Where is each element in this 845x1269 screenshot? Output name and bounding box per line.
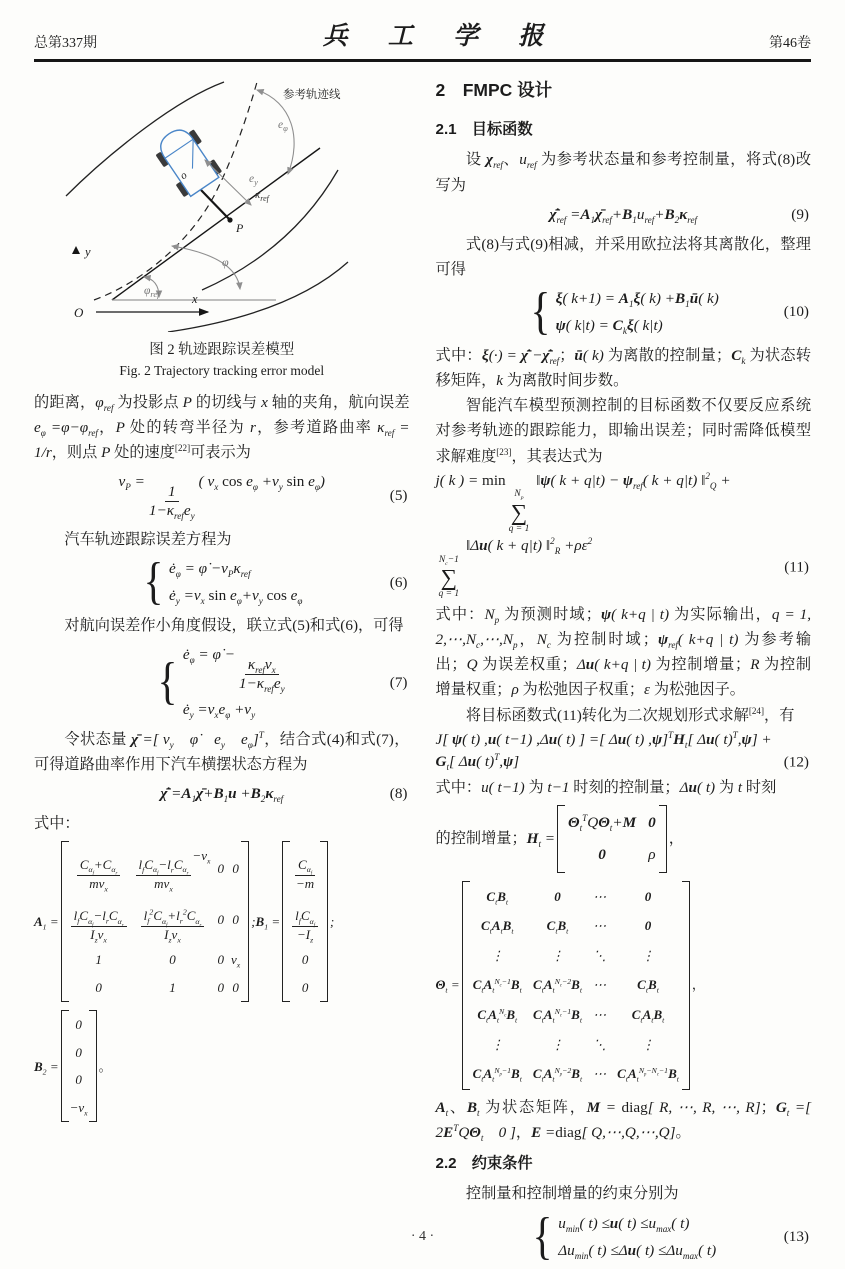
matrix-cell: ⋮ — [551, 947, 564, 963]
matrix-cell: $C_tB_t$ — [486, 888, 509, 907]
e-phi-arc-arrow — [257, 90, 294, 174]
equation-body: $N_c-1$ ∑ q = 1 ‖Δu( k + q|t) ‖$^2_R$ $+\rho\varepsilon^2$ — [438, 536, 593, 600]
equation-9 — [436, 205, 812, 225]
paragraph: 式中：$N_p$ 为预测时域；ψ( k+q | t) 为实际输出，q = 1, $2,\cdots,N_c,\cdots,N_p$，$N_c$ 为控制时域；$\psi_{ref}$( k+q | t) 为参考输出；Q 为误差权重；Δu( k+q | t) 为控制增量；R 为控制增量权重；ρ 为松弛因子权重；ε 为松弛因子。 — [435, 605, 812, 699]
matrix-cell: $C_tB_t$ — [637, 977, 659, 995]
phi-label: φ — [221, 255, 229, 269]
origin-label: O — [73, 305, 84, 320]
equation-number: (13) — [783, 1228, 809, 1246]
equation-number: (12) — [783, 753, 809, 771]
y-axis-arrowhead — [72, 246, 80, 254]
matrix-cell: 0 — [75, 1017, 82, 1033]
matrix-cell: 0 — [648, 814, 656, 832]
svg-text:eφ — [278, 119, 288, 133]
svg-text:φref — [144, 285, 161, 299]
matrix-separator: ; — [330, 914, 335, 930]
matrix-cell: ρ — [648, 846, 656, 864]
matrix-cell: 1 — [95, 952, 102, 968]
matrix-Ht — [557, 805, 667, 872]
kappa-ref-sub: ref — [260, 194, 269, 203]
matrix-cell: $\Theta_t^TQ\Theta_t+M$ — [568, 813, 637, 834]
figure-caption-en: Fig. 2 Trajectory tracking error model — [119, 363, 325, 379]
matrix-cell: $\frac{C_{\alpha_f}+C_{\alpha_r}}{mv_x}$ — [76, 845, 121, 891]
issue-number: 总第337期 — [34, 36, 97, 51]
matrix-equation-Ht — [436, 802, 812, 875]
equation-number: (6) — [389, 573, 408, 591]
matrix-cell: $\frac{l_fC_{\alpha_f}}{-I_z}$ — [291, 897, 319, 943]
matrix-cell: 0 — [554, 888, 561, 904]
point-p-label: P — [235, 221, 244, 235]
matrix-cell: 0 — [217, 860, 224, 876]
matrix-cell: ⋯ — [593, 888, 607, 904]
matrix-cell: $C_tA_t^{N_p-1}B_t$ — [472, 1065, 522, 1084]
trajectory-error-figure — [52, 74, 392, 332]
equation-8 — [34, 784, 410, 804]
matrix-cell: $C_tA_t^{N_p-N_c-1}B_t$ — [617, 1065, 679, 1084]
e-y-label: e — [248, 173, 254, 185]
matrix-cell: ⋯ — [593, 1006, 607, 1022]
matrix-cell: $\frac{l_f^2C_{\alpha_f}+l_r^2C_{\alpha_r}}{I_zv_x}$ — [140, 897, 206, 943]
matrix-tail: ， — [691, 977, 705, 993]
car-axle-lines — [165, 139, 207, 178]
equation-number: (5) — [389, 487, 408, 505]
reference-line-label: 参考轨迹线 — [282, 89, 341, 101]
equation-number: (9) — [791, 205, 809, 223]
equation-5 — [34, 472, 410, 520]
e-y-sub: y — [253, 177, 258, 187]
matrix-equation-B2 — [34, 1007, 410, 1125]
paragraph: 式中： — [34, 815, 80, 833]
car-origin-label: o — [177, 169, 190, 183]
phi-ref-label: φ — [143, 285, 151, 297]
matrix-cell: $C_tA_t^{N_c}B_t$ — [477, 1006, 518, 1025]
equation-12-line1 — [436, 730, 812, 751]
y-axis-label: y — [84, 245, 91, 259]
matrix-cell: 0 — [232, 979, 239, 995]
phi-ref-sub: ref — [150, 289, 160, 299]
point-p-dot — [227, 217, 232, 222]
matrix-cell: 0 — [232, 860, 239, 876]
matrix-terminator: 。 — [98, 1058, 112, 1074]
matrix-cell: $-v_x$ — [69, 1099, 88, 1118]
matrix-cell: $C_tA_t^{N_c-1}B_t$ — [472, 977, 522, 995]
matrix-cell: ⋱ — [593, 947, 607, 963]
matrix-cell: 0 — [301, 979, 309, 995]
equation-line: $u_{min}$( t) ≤u( $t) \le u_{max}$( t) — [558, 1214, 690, 1234]
equation-line: $ė_y =v_xe_\varphi +v_y$ — [182, 701, 256, 721]
matrix-cell: ⋮ — [490, 947, 504, 963]
paragraph: 汽车轨迹跟踪误差方程为 — [64, 531, 232, 549]
page-header — [34, 16, 811, 52]
vehicle — [150, 121, 224, 200]
reference-trajectory-line — [94, 82, 257, 300]
matrix-cell: $C_tB_t$ — [546, 918, 569, 936]
matrix-cell: $C_tA_tB_t$ — [631, 1006, 665, 1025]
matrix-cell: ⋮ — [641, 1036, 655, 1052]
matrix-cell: ⋯ — [593, 1066, 607, 1082]
matrix-cell: 0 — [232, 912, 239, 928]
matrix-cell: $C_tA_tB_t$ — [480, 918, 514, 936]
matrix-cell: $C_tA_t^{N_c-2}B_t$ — [533, 977, 582, 995]
matrix-label: 的控制增量；$H_t$ = — [435, 830, 556, 850]
matrix-cell: $\frac{l_fC_{\alpha_f}-l_rC_{\alpha_r}}{mv_x}$ $-v_x$ — [135, 845, 211, 891]
figure-caption-zh: 图 2 轨迹跟踪误差模型 — [149, 342, 295, 359]
equation-6 — [34, 553, 410, 611]
paragraph: 智能汽车模型预测控制的目标函数不仅要反应系统对参考轨迹的跟踪能力，即输出误差；同时需降低模型求解难度[23]，其表达式为 — [435, 397, 811, 465]
matrix-equation-A1-B1 — [34, 838, 410, 1005]
matrix-cell: 0 — [644, 888, 652, 904]
matrix-cell: 0 — [217, 912, 224, 928]
matrix-cell: 0 — [217, 952, 224, 968]
paragraph: $A_t$、$B_t$ 为状态矩阵，M = diag[ R, ⋯, R, ⋯, R]；$G_t$ =[ $2E^TQ\Theta_t$ 0 ]，E =diag[ Q,⋯,Q,⋯,Q]。 — [435, 1098, 812, 1143]
e-phi-sub: φ — [282, 123, 288, 133]
equation-number: (8) — [389, 785, 408, 803]
matrix-cell: 0 — [598, 846, 606, 864]
cases-brace: { — [532, 1207, 553, 1265]
equation-body: j( k ) = min $N_p$ ∑ q = 1 ‖ψ( $k + q|t) - \psi_{ref}$( k + q|t) ‖$^2_Q$ + — [435, 470, 731, 534]
equation-body: $G_t$[ Δu( t)$^T$,ψ] — [435, 752, 520, 773]
paragraph: 将目标函数式(11)转化为二次规划形式求解[24]，有 — [465, 705, 795, 724]
matrix-cell: 0 — [301, 952, 309, 968]
page-number: · 4 · — [410, 1229, 435, 1244]
svg-text:ey — [249, 173, 258, 187]
equation-number: (11) — [784, 558, 809, 576]
equation-11-line2 — [436, 536, 812, 599]
equation-number: (10) — [783, 303, 809, 321]
road-edge-left — [66, 82, 224, 196]
heading-segment — [201, 190, 230, 220]
equation-line: $ė_\varphi$ = φ̇ − $\frac{\kappa_{ref}v_x}{1-\kappa_{ref}e_y}$ — [182, 646, 285, 695]
matrix-cell: ⋮ — [490, 1036, 504, 1052]
volume-number: 第46卷 — [768, 36, 811, 51]
phi-arc-arrow — [172, 246, 240, 289]
paragraph: 式(8)与式(9)相减，并采用欧拉法将其离散化，整理可得 — [435, 235, 811, 278]
equation-11-line1 — [436, 471, 812, 534]
matrix-cell: ⋮ — [641, 947, 655, 963]
paragraph: 式中：u( t−1) 为 t−1 时刻的控制量；Δu( t) 为 t 时刻 — [435, 778, 777, 796]
paragraph: 设 $\chi_{ref}$、$u_{ref}$ 为参考状态量和参考控制量，将式(8)改写为 — [435, 151, 812, 194]
matrix-cell: $v_x$ — [230, 952, 241, 970]
matrix-cell: $C_tA_t^{N_p-2}B_t$ — [532, 1065, 583, 1084]
section-heading: 2 FMPC 设计 — [435, 80, 553, 100]
equation-line: $ė_y =v_x$ $\sin e_\varphi+v_y$ $\cos e_\varphi$ — [169, 587, 303, 607]
matrix-Theta — [462, 881, 690, 1090]
equation-body: χ̄̇ $=A_1\chī+B_1u +B_2\kappa_{ref}$ — [160, 785, 284, 805]
matrix-label: $A_1$ = — [34, 914, 59, 932]
matrix-cell: 0 — [644, 918, 652, 934]
matrix-cell: 1 — [169, 979, 176, 995]
matrix-cell: ⋯ — [593, 977, 607, 993]
matrix-cell: $\frac{l_fC_{\alpha_f}-l_rC_{\alpha_r}}{I_zv_x}$ — [70, 897, 128, 943]
equation-line: $\Delta u_{min}$( t) ≤Δu( $t) \le\Delta u_{max}$( t) — [558, 1241, 717, 1261]
road-edge-right — [202, 170, 338, 290]
header-rule — [34, 59, 811, 62]
matrix-A1 — [61, 841, 250, 1002]
equation-line: ψ( $k|t) = C_k\xi$( k|t) — [555, 316, 663, 336]
matrix-cell: ⋮ — [551, 1036, 564, 1052]
cases-brace: { — [530, 282, 551, 340]
x-axis-label: x — [191, 292, 198, 306]
cases-brace: { — [157, 653, 178, 711]
matrix-cell: 0 — [217, 979, 224, 995]
matrix-cell: 0 — [75, 1044, 82, 1060]
matrix-cell: $C_tA_t^{N_c-1}B_t$ — [533, 1006, 582, 1025]
equation-10 — [436, 282, 812, 340]
matrix-tail: ， — [668, 830, 684, 848]
matrix-equation-Theta — [436, 878, 812, 1093]
cases-brace: { — [143, 553, 164, 611]
equation-line: $ė_\varphi$ = φ̇ $-v_P\kappa_{ref}$ — [169, 560, 251, 580]
equation-number: (7) — [389, 673, 408, 691]
figure-2 — [34, 74, 410, 382]
matrix-cell: ⋱ — [593, 1036, 607, 1052]
e-phi-label: e — [277, 119, 283, 131]
matrix-label: $\Theta_t$ = — [435, 977, 460, 995]
matrix-B2 — [61, 1010, 97, 1122]
equation-body: $\chī̇_{ref}$ $=A_1\chī_{ref}+B_1u_{ref}+B_2\kappa_{ref}$ — [549, 205, 698, 225]
left-column — [34, 72, 410, 1267]
equation-7 — [34, 645, 410, 720]
svg-text:κref — [255, 189, 271, 203]
paragraph: 对航向误差作小角度假设，联立式(5)和式(6)，可得 — [64, 617, 404, 635]
paragraph: 令状态量 χ̄ =[ $v_y$ φ̇ $e_y$ $e_\varphi]^T$，结合式(4)和式(7)，可得道路曲率作用下汽车横摆状态方程为 — [34, 729, 410, 774]
paragraph: 式中：ξ(·) = χ̄̇ $-\chī̇_{ref}$；ū( k) 为离散的控制量；$C_k$ 为状态转移矩阵，k 为离散时间步数。 — [435, 346, 812, 389]
paragraph: 的距离，$\varphi_{ref}$ 为投影点 P 的切线与 x 轴的夹角，航向误差 $e_\varphi =\varphi-\varphi_{ref}$，P 处的转弯半径为 r，参考道路曲率 $\kappa_{ref} = 1/r$，则点 P 处的速度[22]可表示为 — [34, 393, 410, 461]
equation-body: J[ ψ( t) ,u( t−1) ,Δu( t) ] =[ Δu( t) $,\psi]^TH_t$[ Δu( t)$^T$,ψ] + — [435, 729, 772, 750]
kappa-ref-label: κ — [254, 189, 261, 201]
subsection-heading: 2.1 目标函数 — [435, 121, 533, 139]
matrix-label: $B_2$ = — [34, 1058, 59, 1077]
journal-title: 兵 工 学 报 — [322, 23, 561, 50]
matrix-cell: $\frac{C_{\alpha_f}}{-m}$ — [295, 856, 315, 891]
matrix-label: $;B_1$ = — [251, 914, 281, 932]
matrix-cell: 0 — [169, 952, 176, 968]
matrix-B1 — [282, 841, 328, 1002]
equation-body: $v_P$ = $\frac{1}{1-\kappa_{ref}e_y}$ ( $v_x$ $\cos e_\varphi +v_y$ $\sin e_\varphi$) — [118, 473, 325, 521]
equation-line: ξ( $k+1) = A_1\xi$( $k) +B_1ū$( k) — [555, 290, 719, 310]
matrix-cell: 0 — [75, 1072, 82, 1088]
right-column — [436, 72, 812, 1267]
subsection-heading: 2.2 约束条件 — [435, 1155, 533, 1173]
equation-12-line2 — [436, 752, 812, 773]
matrix-cell: 0 — [95, 979, 102, 995]
paragraph: 控制量和控制增量的约束分别为 — [465, 1185, 679, 1203]
matrix-cell: ⋯ — [593, 918, 607, 934]
